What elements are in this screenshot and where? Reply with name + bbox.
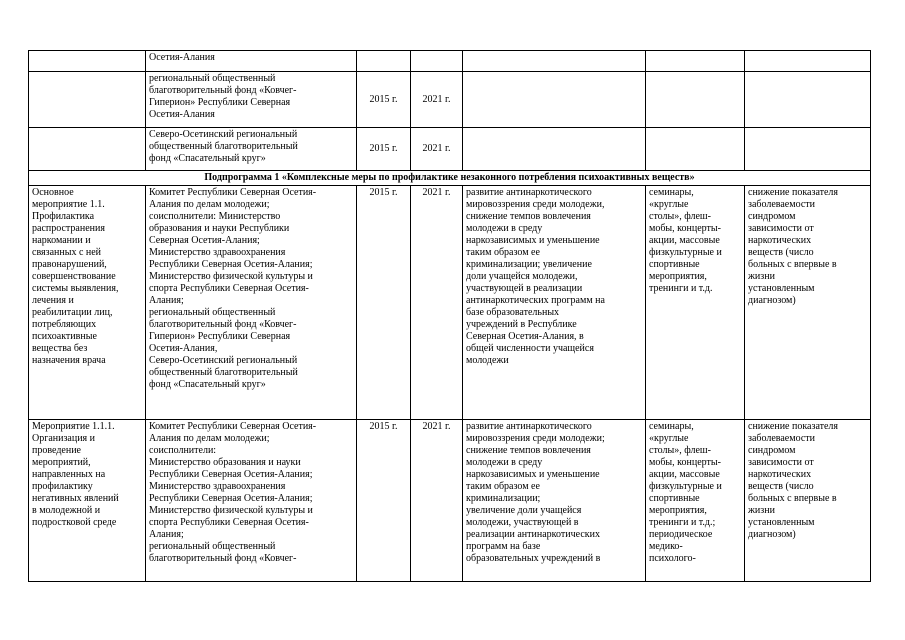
activities-cell: семинары, «круглые столы», флеш- мобы, концерты- акции, массовые физкультурные и спортивные мероприятия, тренинги и т.д. xyxy=(646,186,745,420)
executor-cell: региональный общественный благотворительный фонд «Ковчег- Гиперион» Республики Северная Осетия-Алания xyxy=(146,72,357,128)
event-name-cell: Основное мероприятие 1.1. Профилактика распространения наркомании и связанных с ней правонарушений, совершенствование системы выявления, лечения и реабилитации лиц, потребляющих психоактивные вещества без назначения врача xyxy=(29,186,146,420)
table-row xyxy=(29,128,871,171)
result-cell xyxy=(463,72,646,128)
start-year-cell: 2015 г. xyxy=(357,420,411,582)
event-name-cell: Мероприятие 1.1.1. Организация и проведение мероприятий, направленных на профилактику негативных явлений в молодежной и подростковой среде xyxy=(29,420,146,582)
start-year-cell: 2015 г. xyxy=(357,72,411,128)
table-row xyxy=(29,72,871,128)
executor-header-cell xyxy=(29,128,146,171)
result-cell xyxy=(463,128,646,171)
start-year-cell: 2015 г. xyxy=(357,186,411,420)
activities-cell xyxy=(646,128,745,171)
indicator-cell: снижение показателя заболеваемости синдромом зависимости от наркотических веществ (число больных с впервые в жизни установленным диагнозом) xyxy=(745,186,871,420)
result-cell: развитие антинаркотического мировоззрения среди молодежи; снижение темпов вовлечения молодежи в среду наркозависимых и уменьшение таким образом ее криминализации; увеличение доли учащейся молодежи, участвующей в реализации антинаркотических программ на базе образовательных учреждений в xyxy=(463,420,646,582)
subprogram-row xyxy=(29,171,871,186)
table-row xyxy=(29,51,871,72)
executor-cell: Северо-Осетинский региональный общественный благотворительный фонд «Спасательный круг» xyxy=(146,128,357,171)
executor-cell: Осетия-Алания xyxy=(146,51,357,72)
activities-cell xyxy=(646,72,745,128)
activities-cell: семинары, «круглые столы», флеш- мобы, концерты- акции, массовые физкультурные и спортивные мероприятия, тренинги и т.д.; периодическое медико- психолого- xyxy=(646,420,745,582)
start-year-cell xyxy=(357,51,411,72)
end-year-cell: 2021 г. xyxy=(411,186,463,420)
end-year-cell: 2021 г. xyxy=(411,420,463,582)
result-cell: развитие антинаркотического мировоззрения среди молодежи, снижение темпов вовлечения молодежи в среду наркозависимых и уменьшение таким образом ее криминализации; увеличение доли учащейся молодежи, участвующей в реализации антинаркотических программ на базе образовательных учреждений в Республике Северная Осетия-Алания, в общей численности учащейся молодежи xyxy=(463,186,646,420)
end-year-cell xyxy=(411,51,463,72)
indicator-cell xyxy=(745,51,871,72)
executor-cell: Комитет Республики Северная Осетия- Алания по делам молодежи; соисполнители: Министерство образования и науки Республики Северная Осетия-Алания; Министерство здравоохранения Республики Северная Осетия-Алания; Министерство физической культуры и спорта Республики Северная Осетия- Алания; региональный общественный благотворительный фонд «Ковчег- xyxy=(146,420,357,582)
executor-header-cell xyxy=(29,72,146,128)
result-cell xyxy=(463,51,646,72)
indicator-cell: снижение показателя заболеваемости синдромом зависимости от наркотических веществ (число больных с впервые в жизни установленным диагнозом) xyxy=(745,420,871,582)
subprogram-title: Подпрограмма 1 «Комплексные меры по профилактике незаконного потребления психоактивных веществ» xyxy=(29,171,871,186)
table-row xyxy=(29,186,871,420)
table-row xyxy=(29,420,871,582)
executor-cell: Комитет Республики Северная Осетия- Алания по делам молодежи; соисполнители: Министерство образования и науки Республики Северная Осетия-Алания; Министерство здравоохранения Республики Северная Осетия-Алания; Министерство физической культуры и спорта Республики Северная Осетия- Алания; региональный общественный благотворительный фонд «Ковчег- Гиперион» Республики Северная Осетия-Алания, Северо-Осетинский региональный общественный благотворительный фонд «Спасательный круг» xyxy=(146,186,357,420)
program-table xyxy=(28,50,871,582)
executor-header-cell xyxy=(29,51,146,72)
indicator-cell xyxy=(745,72,871,128)
indicator-cell xyxy=(745,128,871,171)
end-year-cell: 2021 г. xyxy=(411,128,463,171)
start-year-cell: 2015 г. xyxy=(357,128,411,171)
activities-cell xyxy=(646,51,745,72)
end-year-cell: 2021 г. xyxy=(411,72,463,128)
